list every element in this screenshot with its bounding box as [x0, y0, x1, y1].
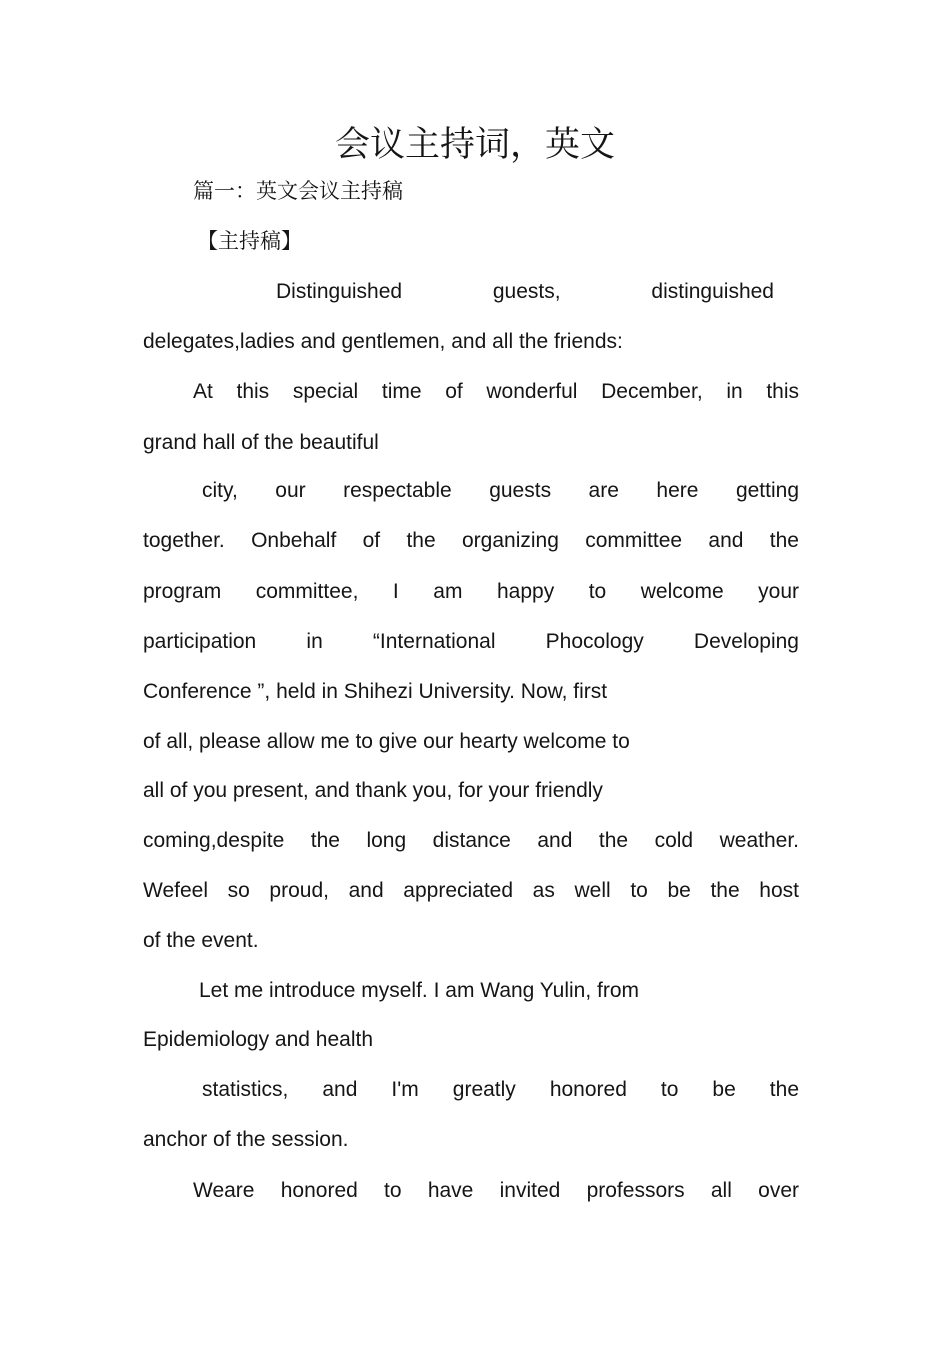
body-line: coming,despite the long distance and the cold weather. [143, 829, 799, 852]
body-line: Let me introduce myself. I am Wang Yulin, from [199, 979, 640, 1002]
body-line: statistics, and I'm greatly honored to be the [202, 1078, 799, 1101]
body-line: of all, please allow me to give our hearty welcome to [143, 730, 630, 753]
body-line: city, our respectable guests are here getting [202, 479, 799, 502]
body-line: together. Onbehalf of the organizing committee and the [143, 529, 799, 552]
body-line: delegates,ladies and gentlemen, and all the friends: [143, 330, 623, 353]
body-line: Wefeel so proud, and appreciated as well to be the host [143, 879, 799, 902]
body-line: Weare honored to have invited professors all over [193, 1179, 799, 1202]
body-line: program committee, I am happy to welcome your [143, 580, 799, 603]
body-line: anchor of the session. [143, 1128, 349, 1151]
body-line: Distinguished guests, distinguished [276, 280, 774, 303]
subheading: 【主持稿】 [197, 229, 302, 253]
body-line: participation in “International Phocology Developing [143, 630, 799, 653]
document-title: 会议主持词，英文 [334, 125, 615, 165]
body-line: Epidemiology and health [143, 1028, 373, 1051]
body-line: of the event. [143, 929, 259, 952]
body-line: grand hall of the beautiful [143, 431, 379, 454]
body-line: At this special time of wonderful December, in this [193, 380, 799, 403]
body-line: all of you present, and thank you, for your friendly [143, 779, 603, 802]
section-heading: 篇一：英文会议主持稿 [193, 179, 403, 203]
body-line: Conference ”, held in Shihezi University. Now, first [143, 680, 608, 703]
